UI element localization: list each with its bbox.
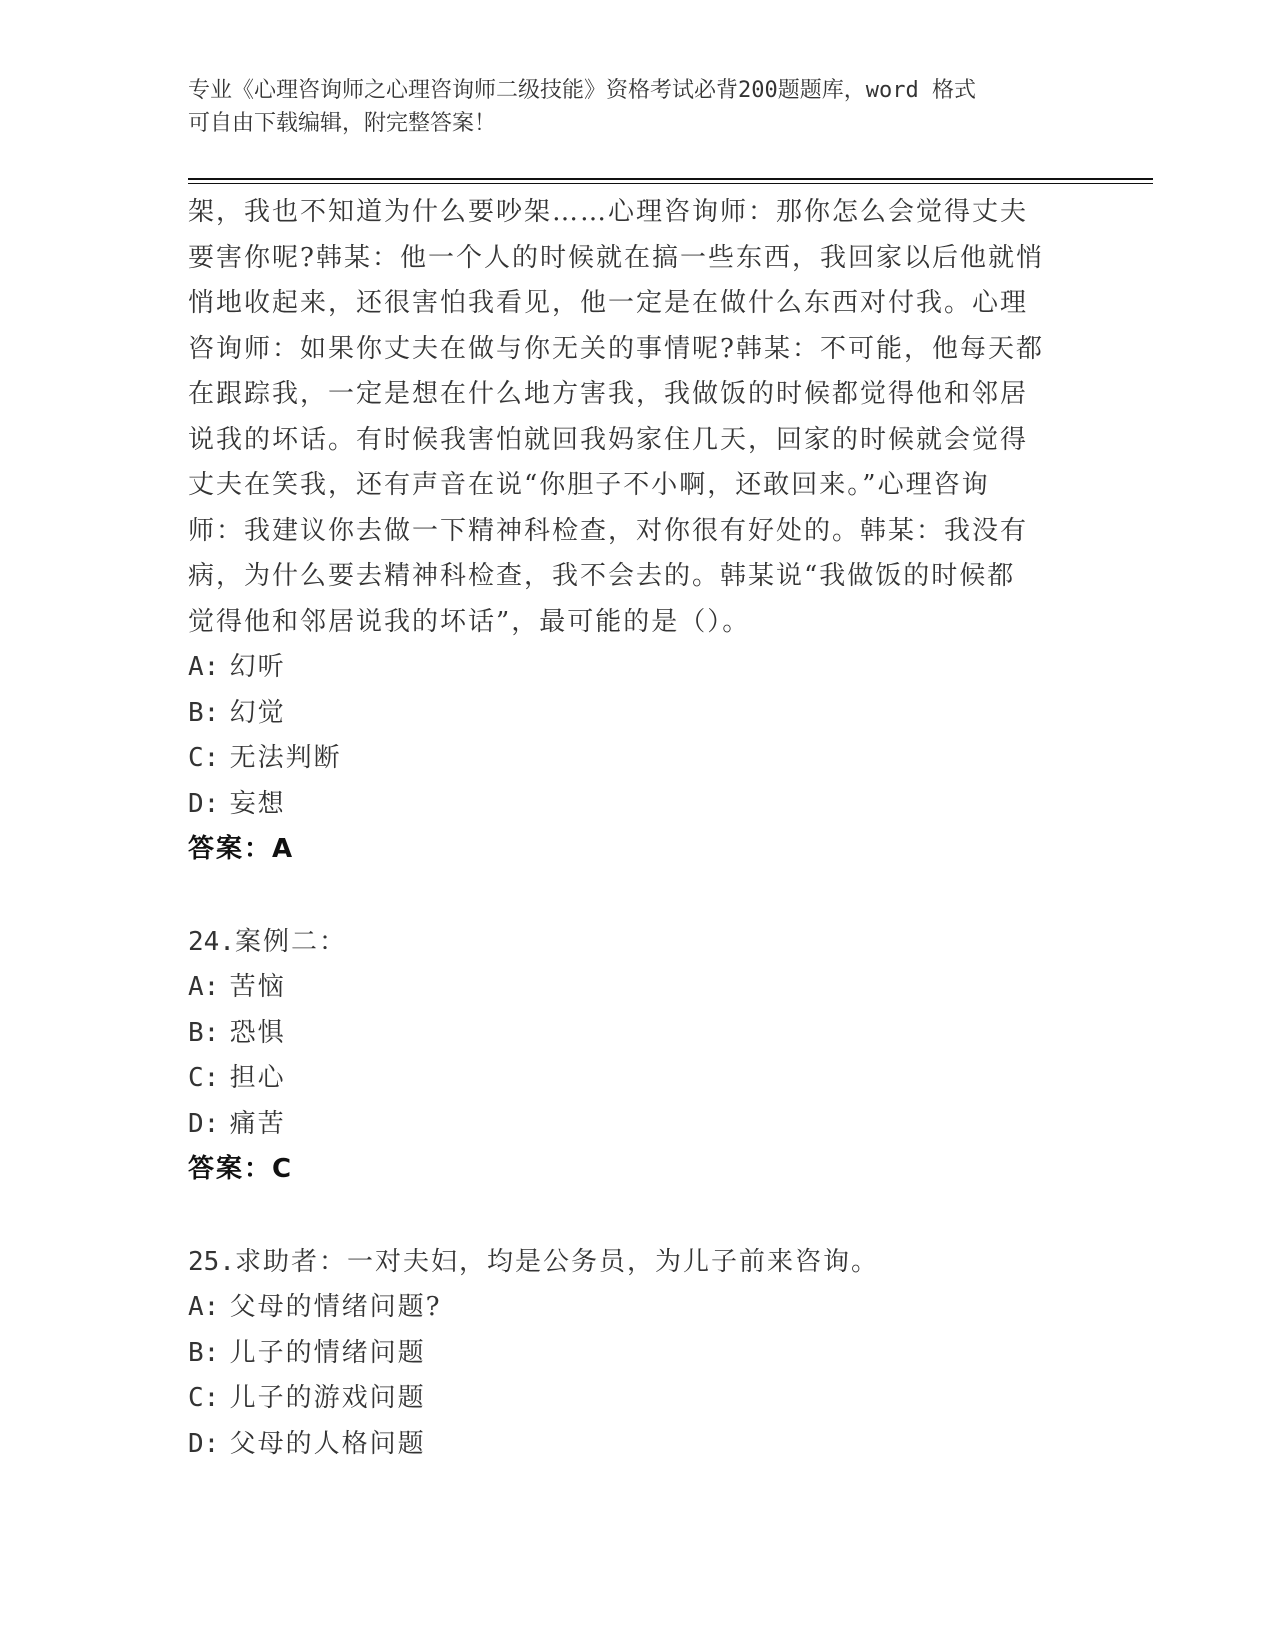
option-d: D: 父母的人格问题	[188, 1428, 426, 1459]
answer-line: 答案：C	[188, 1154, 294, 1184]
header-rule-thick	[188, 178, 1153, 180]
option-c: C: 担心	[188, 1063, 286, 1093]
question-text-line: 病，为什么要去精神科检查，我不会去的。韩某说“我做饭的时候都	[188, 561, 1016, 591]
answer-line: 答案：A	[188, 834, 295, 864]
question-text-line: 在跟踪我，一定是想在什么地方害我，我做饭的时候都觉得他和邻居	[188, 379, 1029, 409]
page-header	[188, 74, 1068, 140]
option-a: A: 幻听	[188, 652, 286, 682]
question-text-line: 说我的坏话。有时候我害怕就回我妈家住几天，回家的时候就会觉得	[188, 424, 1029, 455]
question-23	[188, 190, 1078, 873]
question-text-line: 架，我也不知道为什么要吵架……心理咨询师：那你怎么会觉得丈夫	[188, 197, 1029, 227]
header-line-1: 专业《心理咨询师之心理咨询师二级技能》资格考试必背200题题库，word 格式	[188, 78, 976, 103]
question-text-line: 要害你呢?韩某：他一个人的时候就在搞一些东西，我回家以后他就悄	[188, 242, 1044, 273]
question-text-line: 师：我建议你去做一下精神科检查，对你很有好处的。韩某：我没有	[188, 515, 1029, 546]
header-rule-thin	[188, 183, 1153, 184]
document-body	[188, 190, 1078, 1467]
question-title: 24.案例二：	[188, 926, 347, 957]
option-a: A: 苦恼	[188, 972, 286, 1002]
option-d: D: 痛苦	[188, 1108, 286, 1139]
option-a: A: 父母的情绪问题?	[188, 1292, 442, 1322]
question-24	[188, 920, 1078, 1193]
option-d: D: 妄想	[188, 788, 286, 819]
question-text-line: 丈夫在笑我，还有声音在说“你胆子不小啊，还敢回来。”心理咨询	[188, 470, 990, 500]
question-text-line: 觉得他和邻居说我的坏话”，最可能的是（）。	[188, 606, 751, 637]
option-b: B: 幻觉	[188, 697, 286, 728]
option-c: C: 无法判断	[188, 743, 342, 773]
question-25	[188, 1240, 1078, 1468]
option-c: C: 儿子的游戏问题	[188, 1383, 426, 1413]
question-title: 25.求助者：一对夫妇，均是公务员，为儿子前来咨询。	[188, 1246, 879, 1277]
question-text-line: 悄地收起来，还很害怕我看见，他一定是在做什么东西对付我。心理	[188, 288, 1029, 318]
header-line-2: 可自由下载编辑，附完整答案！	[188, 111, 497, 136]
question-text-line: 咨询师：如果你丈夫在做与你无关的事情呢?韩某：不可能，他每天都	[188, 333, 1044, 364]
option-b: B: 恐惧	[188, 1017, 286, 1048]
option-b: B: 儿子的情绪问题	[188, 1337, 426, 1368]
